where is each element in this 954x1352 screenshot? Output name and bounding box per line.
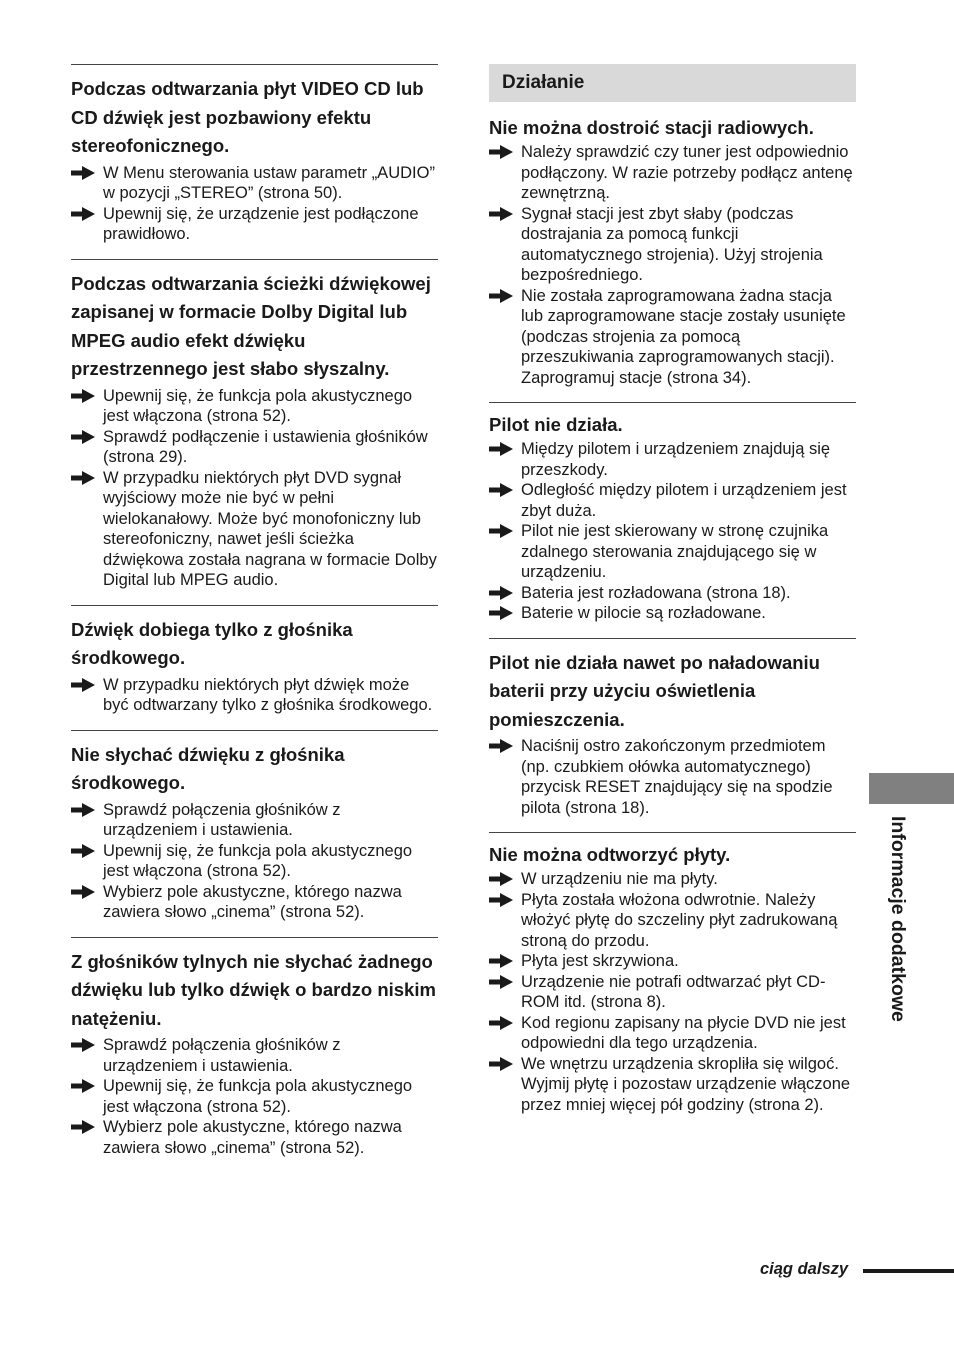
solution-text: Sprawdź podłączenie i ustawienia głośników (strona 29). [103,427,428,466]
arrow-right-icon [489,893,513,907]
problem-heading: Dźwięk dobiega tylko z głośnika środkowego. [71,618,353,668]
solution-text: Upewnij się, że funkcja pola akustycznego jest włączona (strona 52). [103,386,413,425]
left-column [71,64,438,1172]
solution-item [71,163,438,204]
solution-item [71,468,438,591]
solution-item [71,841,438,882]
arrow-right-icon [71,166,95,180]
arrow-right-icon [71,1120,95,1134]
solution-text: Wybierz pole akustyczne, którego nazwa zawiera słowo „cinema” (strona 52). [103,1118,402,1157]
arrow-right-icon [71,207,95,221]
solution-item [71,675,438,716]
troubleshooting-entry [71,64,438,245]
arrow-right-icon [489,606,513,620]
solution-text: Sprawdź połączenia głośników z urządzeniem i ustawienia. [103,1036,341,1075]
solution-item [71,386,438,427]
troubleshooting-entry [489,116,856,388]
arrow-right-icon [489,739,513,753]
problem-heading: Z głośników tylnych nie słychać żadnego dźwięku lub tylko dźwięk o bardzo niskim natężeniu. [71,950,436,1029]
solution-text: Nie została zaprogramowana żadna stacja lub zaprogramowane stacje zostały usunięte (podczas strojenia za pomocą przeszukiwania zaprogramowanych stacji). Zaprogramuj stacje (strona 34). [521,286,846,387]
arrow-right-icon [489,145,513,159]
solution-text: Upewnij się, że funkcja pola akustycznego jest włączona (strona 52). [103,1077,413,1116]
solution-item [489,521,856,583]
solution-text: Upewnij się, że urządzenie jest podłączone prawidłowo. [103,204,419,243]
solution-item [489,1013,856,1054]
solution-text: Wybierz pole akustyczne, którego nazwa zawiera słowo „cinema” (strona 52). [103,882,402,921]
solution-item [489,869,856,890]
solution-item [71,1076,438,1117]
continued-label: ciąg dalszy [760,1260,849,1278]
solution-item [489,583,856,604]
solution-text: Urządzenie nie potrafi odtwarzać płyt CD-ROM itd. (strona 8). [521,972,826,1011]
solution-text: Sprawdź połączenia głośników z urządzeniem i ustawienia. [103,800,341,839]
solution-item [489,142,856,204]
right-column-body [489,116,856,1115]
troubleshooting-entry [71,937,438,1159]
arrow-right-icon [489,975,513,989]
solution-text: W urządzeniu nie ma płyty. [521,870,718,888]
troubleshooting-entry [71,730,438,923]
arrow-right-icon [489,483,513,497]
solution-text: Baterie w pilocie są rozładowane. [521,604,766,622]
troubleshooting-entry [71,259,438,591]
arrow-right-icon [489,207,513,221]
troubleshooting-entry [71,605,438,716]
solution-item [489,439,856,480]
solution-item [489,890,856,952]
solution-text: Należy sprawdzić czy tuner jest odpowiednio podłączony. W razie potrzeby podłącz antenę zewnętrzną. [521,143,853,202]
problem-heading: Nie słychać dźwięku z głośnika środkowego. [71,743,345,793]
problem-heading: Podczas odtwarzania płyt VIDEO CD lub CD dźwięk jest pozbawiony efektu stereofonicznego. [71,78,424,156]
problem-heading: Pilot nie działa. [489,414,623,435]
troubleshooting-entry [489,832,856,1115]
arrow-right-icon [71,1079,95,1093]
arrow-right-icon [71,885,95,899]
troubleshooting-entry [489,638,856,819]
arrow-right-icon [71,471,95,485]
arrow-right-icon [71,844,95,858]
arrow-right-icon [489,524,513,538]
solution-text: Upewnij się, że funkcja pola akustycznego jest włączona (strona 52). [103,841,413,880]
solution-text: Płyta jest skrzywiona. [521,952,679,970]
side-tab-label: Informacje dodatkowe [887,816,909,1022]
chapter-tab-marker [869,773,954,804]
solution-item [489,972,856,1013]
solution-item [71,1035,438,1076]
solution-item [489,736,856,818]
problem-heading: Pilot nie działa nawet po naładowaniu baterii przy użyciu oświetlenia pomieszczenia. [489,651,820,730]
arrow-right-icon [71,1038,95,1052]
problem-heading: Podczas odtwarzania ścieżki dźwiękowej zapisanej w formacie Dolby Digital lub MPEG audio efekt dźwięku przestrzennego jest słabo słyszalny. [71,272,431,379]
solution-text: Bateria jest rozładowana (strona 18). [521,583,791,602]
troubleshooting-entry [489,402,856,624]
arrow-right-icon [489,1057,513,1071]
solution-item [489,204,856,286]
arrow-right-icon [489,954,513,968]
solution-item [71,800,438,841]
solution-item [71,1117,438,1158]
continued-bar [863,1269,954,1273]
arrow-right-icon [489,586,513,600]
solution-text: Pilot nie jest skierowany w stronę czujnika zdalnego sterowania znajdującego się w urządzeniu. [521,522,829,581]
solution-text: Odległość między pilotem i urządzeniem jest zbyt duża. [521,481,847,520]
solution-item [489,1054,856,1116]
arrow-right-icon [489,1016,513,1030]
problem-heading: Nie można odtworzyć płyty. [489,844,731,865]
arrow-right-icon [489,289,513,303]
solution-text: W przypadku niektórych płyt DVD sygnał wyjściowy może nie być w pełni wielokanałowy. Może być monofoniczny lub stereofoniczny, nawet jeśli ścieżka dźwiękowa została nagrana w formacie Dolby Digital lub MPEG audio. [103,468,437,589]
solution-item [71,882,438,923]
solution-text: Między pilotem i urządzeniem znajdują się przeszkody. [521,440,831,479]
solution-text: W Menu sterowania ustaw parametr „AUDIO” w pozycji „STEREO” (strona 50). [103,163,435,202]
solution-text: We wnętrzu urządzenia skropliła się wilgoć. Wyjmij płytę i pozostaw urządzenie włączone przez mniej więcej pół godziny (strona 2). [521,1054,851,1114]
arrow-right-icon [71,430,95,444]
solution-item [71,204,438,245]
solution-item [489,480,856,521]
solution-item [71,427,438,468]
arrow-right-icon [489,872,513,886]
arrow-right-icon [489,442,513,456]
solution-item [489,286,856,389]
arrow-right-icon [71,678,95,692]
solution-text: W przypadku niektórych płyt dźwięk może być odtwarzany tylko z głośnika środkowego. [103,675,433,714]
solution-text: Kod regionu zapisany na płycie DVD nie jest odpowiedni dla tego urządzenia. [521,1013,846,1052]
section-heading-dzialanie: Działanie [489,64,856,102]
right-column [489,64,856,1129]
solution-text: Naciśnij ostro zakończonym przedmiotem (np. czubkiem ołówka automatycznego) przycisk RESET znajdujący się na spodzie pilota (strona 18). [521,737,833,817]
solution-item [489,951,856,972]
problem-heading: Nie można dostroić stacji radiowych. [489,117,814,138]
solution-text: Sygnał stacji jest zbyt słaby (podczas dostrajania za pomocą funkcji automatycznego strojenia). Użyj strojenia bezpośredniego. [521,204,823,284]
arrow-right-icon [71,803,95,817]
solution-text: Płyta została włożona odwrotnie. Należy włożyć płytę do szczeliny płyt zadrukowaną stroną do przodu. [521,890,838,950]
arrow-right-icon [71,389,95,403]
solution-item [489,603,856,624]
